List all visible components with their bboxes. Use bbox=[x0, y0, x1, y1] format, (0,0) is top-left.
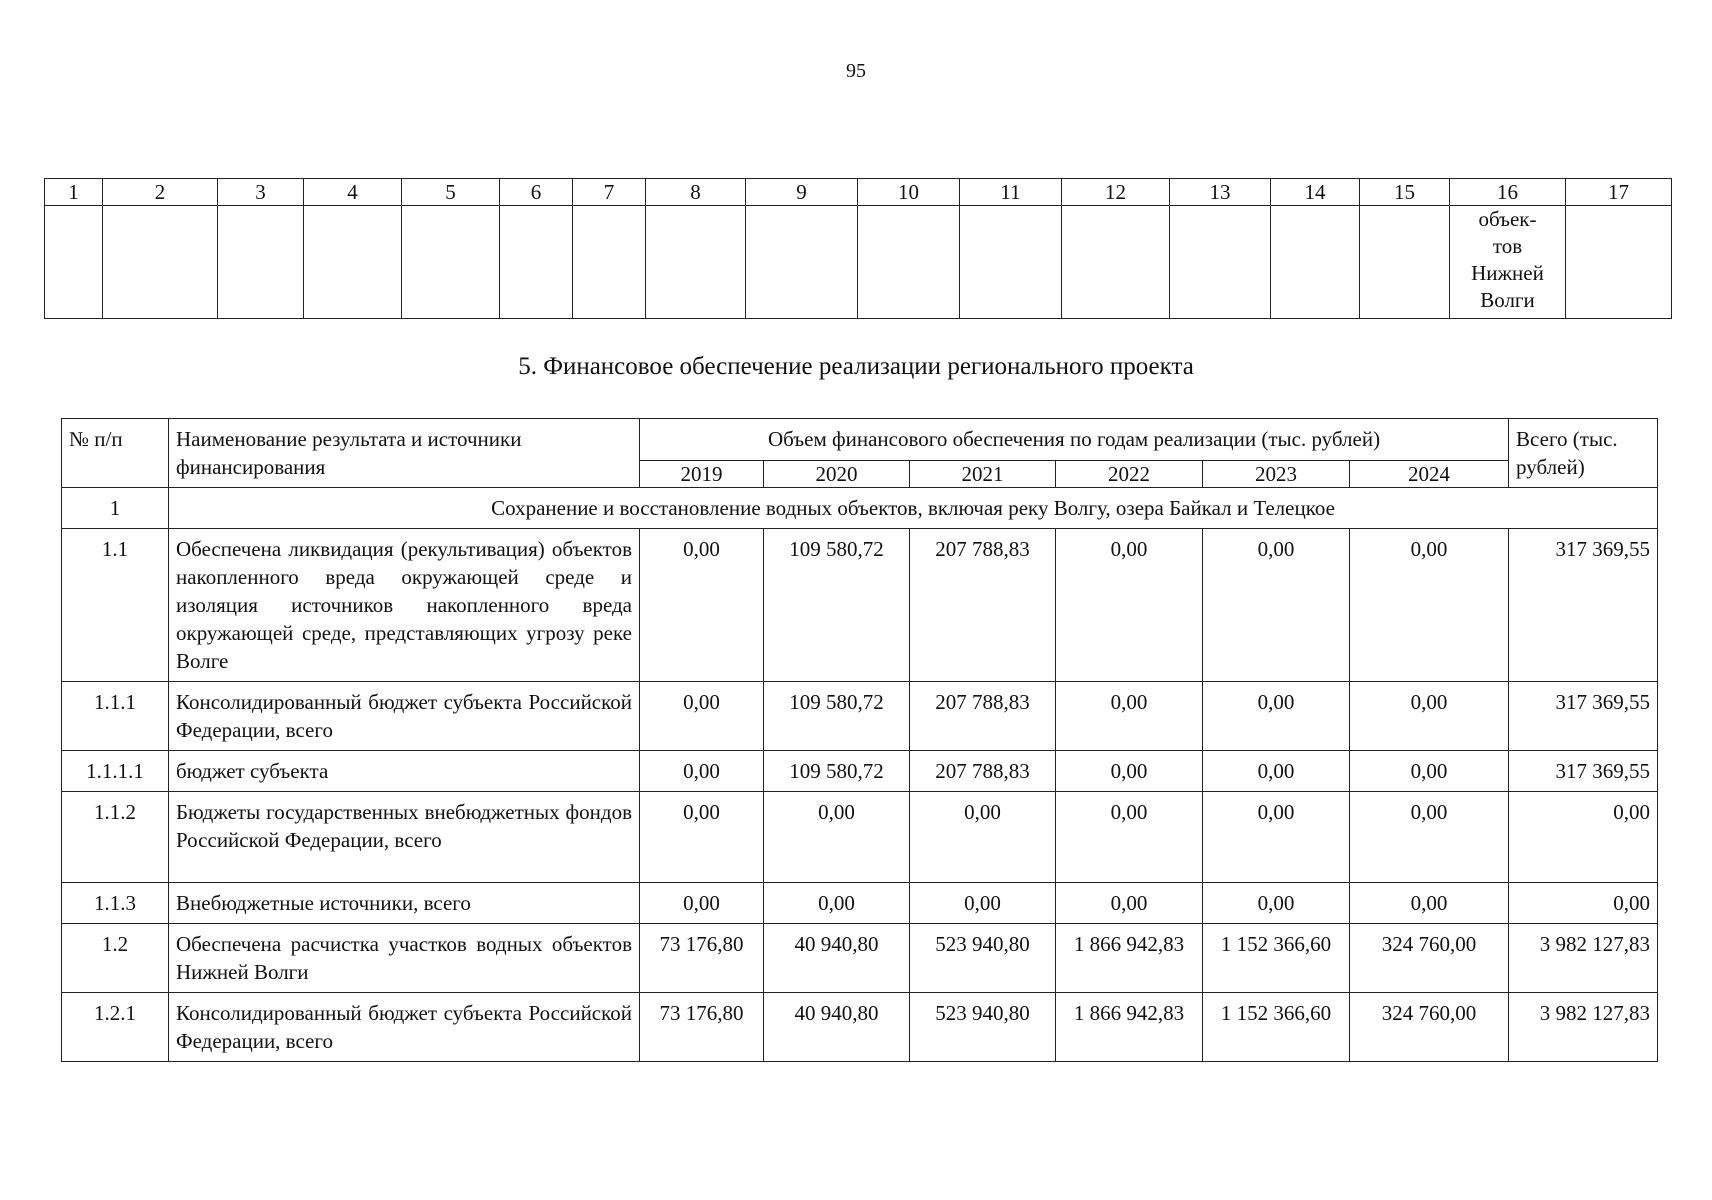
section-heading: Сохранение и восстановление водных объектов, включая реку Волгу, озера Байкал и Телецкое bbox=[169, 488, 1658, 529]
header-num: № п/п bbox=[62, 419, 169, 488]
year-header: 2019 bbox=[640, 460, 764, 487]
year-header: 2022 bbox=[1056, 460, 1203, 487]
year-value: 0,00 bbox=[1203, 883, 1350, 924]
year-value: 0,00 bbox=[910, 883, 1056, 924]
cell-line: Нижней bbox=[1471, 261, 1544, 285]
row-num: 1.1.1.1 bbox=[62, 751, 169, 792]
column-number: 11 bbox=[960, 179, 1062, 206]
column-number: 6 bbox=[500, 179, 573, 206]
cell-line: объек- bbox=[1478, 207, 1537, 231]
row-name: Обеспечена ликвидация (рекультивация) объектов накопленного вреда окружающей среде и изоляция источников накопленного вреда окружающей среде, представляющих угрозу реке Волге bbox=[169, 529, 640, 682]
header-name: Наименование результата и источники финансирования bbox=[169, 419, 640, 488]
section-row bbox=[62, 488, 1658, 529]
finance-table bbox=[61, 418, 1658, 1062]
row-name: Бюджеты государственных внебюджетных фондов Российской Федерации, всего bbox=[169, 792, 640, 883]
year-value: 0,00 bbox=[1350, 529, 1509, 682]
year-value: 207 788,83 bbox=[910, 751, 1056, 792]
row-num: 1.1.1 bbox=[62, 682, 169, 751]
header-volume: Объем финансового обеспечения по годам реализации (тыс. рублей) bbox=[640, 419, 1509, 461]
section-num: 1 bbox=[62, 488, 169, 529]
table-row bbox=[62, 751, 1658, 792]
year-value: 0,00 bbox=[764, 792, 910, 883]
year-value: 1 866 942,83 bbox=[1056, 993, 1203, 1062]
row-num: 1.1.2 bbox=[62, 792, 169, 883]
table-row bbox=[62, 924, 1658, 993]
year-value: 207 788,83 bbox=[910, 682, 1056, 751]
year-value: 0,00 bbox=[1056, 529, 1203, 682]
column-number: 7 bbox=[573, 179, 646, 206]
year-header: 2024 bbox=[1350, 460, 1509, 487]
page-number: 95 bbox=[846, 60, 866, 82]
column-16-cell bbox=[1450, 206, 1566, 319]
year-value: 40 940,80 bbox=[764, 993, 910, 1062]
year-value: 0,00 bbox=[1056, 792, 1203, 883]
year-value: 0,00 bbox=[1350, 792, 1509, 883]
year-value: 109 580,72 bbox=[764, 751, 910, 792]
row-name: бюджет субъекта bbox=[169, 751, 640, 792]
continuation-table bbox=[44, 178, 1672, 319]
year-header: 2023 bbox=[1203, 460, 1350, 487]
year-value: 324 760,00 bbox=[1350, 924, 1509, 993]
year-value: 0,00 bbox=[764, 883, 910, 924]
row-total: 3 982 127,83 bbox=[1509, 924, 1658, 993]
column-number: 3 bbox=[218, 179, 304, 206]
year-value: 0,00 bbox=[640, 682, 764, 751]
year-value: 0,00 bbox=[1350, 682, 1509, 751]
year-value: 0,00 bbox=[640, 751, 764, 792]
year-value: 0,00 bbox=[640, 529, 764, 682]
row-total: 317 369,55 bbox=[1509, 751, 1658, 792]
year-value: 523 940,80 bbox=[910, 924, 1056, 993]
column-number-row bbox=[45, 179, 1672, 206]
column-number: 10 bbox=[858, 179, 960, 206]
year-value: 0,00 bbox=[1203, 751, 1350, 792]
table-row bbox=[62, 993, 1658, 1062]
column-number: 12 bbox=[1062, 179, 1170, 206]
continuation-row bbox=[45, 206, 1672, 319]
column-number: 13 bbox=[1170, 179, 1271, 206]
table-row bbox=[62, 792, 1658, 883]
year-value: 1 152 366,60 bbox=[1203, 993, 1350, 1062]
year-value: 0,00 bbox=[1056, 751, 1203, 792]
year-value: 0,00 bbox=[1203, 682, 1350, 751]
year-value: 1 866 942,83 bbox=[1056, 924, 1203, 993]
row-num: 1.1.3 bbox=[62, 883, 169, 924]
year-value: 73 176,80 bbox=[640, 993, 764, 1062]
header-row bbox=[62, 419, 1658, 461]
column-number: 5 bbox=[402, 179, 500, 206]
row-total: 3 982 127,83 bbox=[1509, 993, 1658, 1062]
column-number: 16 bbox=[1450, 179, 1566, 206]
row-total: 317 369,55 bbox=[1509, 529, 1658, 682]
year-value: 40 940,80 bbox=[764, 924, 910, 993]
year-value: 1 152 366,60 bbox=[1203, 924, 1350, 993]
cell-line: тов bbox=[1492, 234, 1523, 258]
year-value: 0,00 bbox=[1056, 682, 1203, 751]
column-number: 9 bbox=[746, 179, 858, 206]
row-total: 0,00 bbox=[1509, 792, 1658, 883]
column-number: 8 bbox=[646, 179, 746, 206]
column-number: 1 bbox=[45, 179, 103, 206]
column-number: 17 bbox=[1566, 179, 1672, 206]
column-number: 2 bbox=[103, 179, 218, 206]
row-total: 0,00 bbox=[1509, 883, 1658, 924]
row-name: Внебюджетные источники, всего bbox=[169, 883, 640, 924]
year-value: 109 580,72 bbox=[764, 682, 910, 751]
row-name: Обеспечена расчистка участков водных объектов Нижней Волги bbox=[169, 924, 640, 993]
cell-line: Волги bbox=[1480, 288, 1535, 312]
year-value: 0,00 bbox=[1203, 529, 1350, 682]
year-value: 0,00 bbox=[910, 792, 1056, 883]
row-num: 1.2 bbox=[62, 924, 169, 993]
row-name: Консолидированный бюджет субъекта Российской Федерации, всего bbox=[169, 682, 640, 751]
year-value: 0,00 bbox=[1350, 751, 1509, 792]
year-value: 523 940,80 bbox=[910, 993, 1056, 1062]
year-value: 0,00 bbox=[1350, 883, 1509, 924]
table-row bbox=[62, 883, 1658, 924]
table-row bbox=[62, 682, 1658, 751]
column-number: 14 bbox=[1271, 179, 1360, 206]
column-number: 4 bbox=[304, 179, 402, 206]
year-value: 109 580,72 bbox=[764, 529, 910, 682]
header-total: Всего (тыс. рублей) bbox=[1509, 419, 1658, 488]
table-row bbox=[62, 529, 1658, 682]
year-value: 0,00 bbox=[640, 883, 764, 924]
year-value: 73 176,80 bbox=[640, 924, 764, 993]
year-header: 2020 bbox=[764, 460, 910, 487]
row-name: Консолидированный бюджет субъекта Российской Федерации, всего bbox=[169, 993, 640, 1062]
row-num: 1.1 bbox=[62, 529, 169, 682]
column-number: 15 bbox=[1360, 179, 1450, 206]
section-title: 5. Финансовое обеспечение реализации регионального проекта bbox=[518, 353, 1194, 380]
year-value: 207 788,83 bbox=[910, 529, 1056, 682]
year-value: 324 760,00 bbox=[1350, 993, 1509, 1062]
row-num: 1.2.1 bbox=[62, 993, 169, 1062]
year-header: 2021 bbox=[910, 460, 1056, 487]
year-value: 0,00 bbox=[1203, 792, 1350, 883]
year-value: 0,00 bbox=[1056, 883, 1203, 924]
year-value: 0,00 bbox=[640, 792, 764, 883]
row-total: 317 369,55 bbox=[1509, 682, 1658, 751]
